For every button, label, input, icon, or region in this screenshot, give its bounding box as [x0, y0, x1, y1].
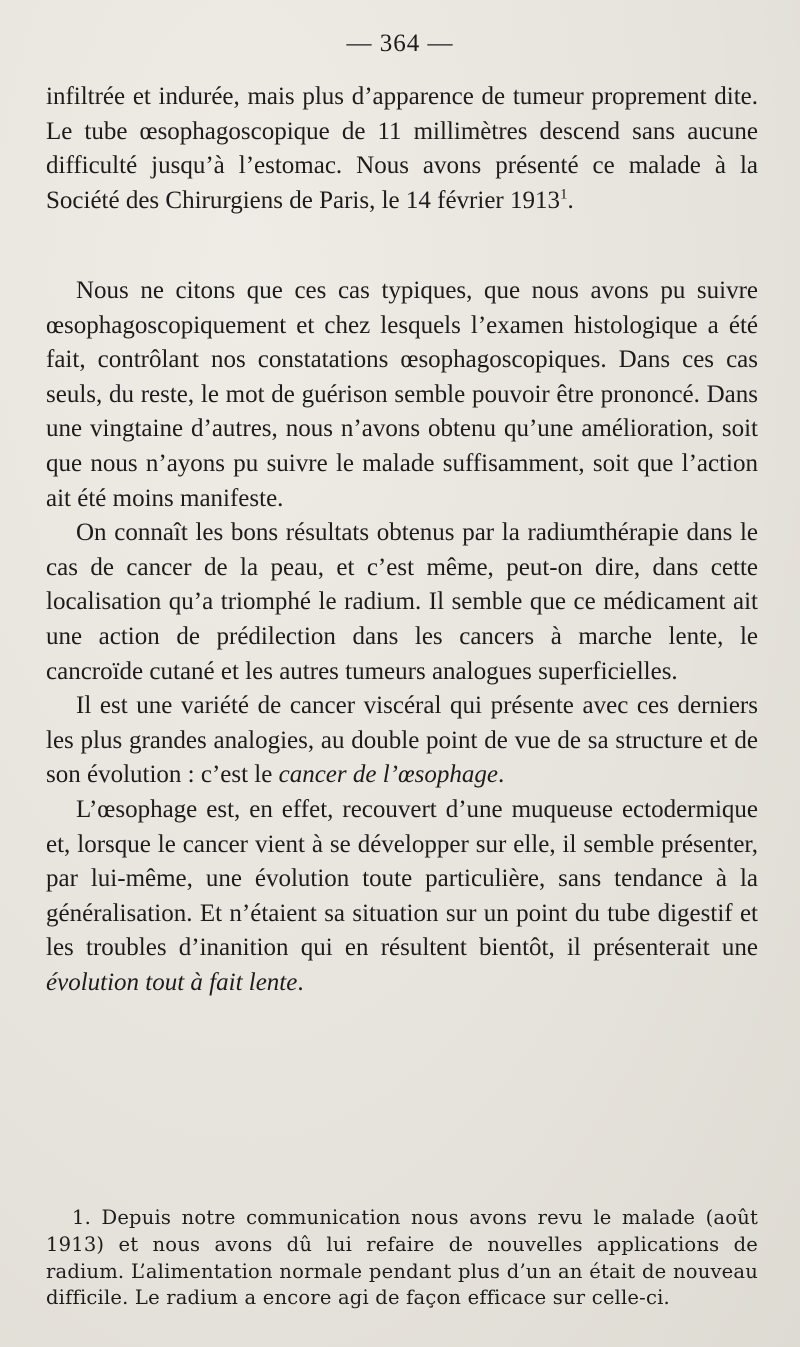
footnote-text: Depuis notre communication nous avons revu le malade (août 1913) et nous avons dû lui refaire de nouvelles applications de radium. L’alimentation normale pendant plus d’un an était de nouveau difficile. Le radium a encore agi de façon efficace sur celle-ci. — [46, 1206, 758, 1310]
footnote — [46, 1205, 758, 1312]
paragraph-radiumtherapy: On connaît les bons résultats obtenus par la radiumthérapie dans le cas de cancer de la peau, et c’est même, peut-on dire, dans cette localisation qu’a triomphé le radium. Il semble que ce médicament ait une action de prédilection dans les cancers à marche lente, le cancroïde cutané et les autres tumeurs analogues superficielles. — [46, 519, 758, 685]
paragraph-end: . — [297, 968, 304, 996]
paragraph-text: Il est une variété de cancer viscéral qui présente avec ces derniers les plus grandes analogies, au double point de vue de sa structure et de son évolution : c’est le — [46, 692, 758, 789]
paragraph-text: L’œsophage est, en effet, recouvert d’une muqueuse ectodermique et, lorsque le cancer vient à se développer sur elle, il semble présenter, par lui-même, une évolution toute particulière, sans tendance à la généralisation. Et n’étaient sa situation sur un point du tube digestif et les troubles d’inanition qui en résultent bientôt, il présenterait une — [46, 795, 758, 962]
continuation-text: infiltrée et indurée, mais plus d’apparence de tumeur proprement dite. Le tube œsophagoscopique de 11 millimètres descend sans aucune difficulté jusqu’à l’estomac. Nous avons présenté ce malade à la Société des Chirurgiens de Paris, le 14 février 1913 — [46, 83, 758, 214]
paragraph-end: . — [497, 761, 505, 789]
footnote-reference: 1 — [560, 186, 568, 203]
page-number: — 364 — — [346, 30, 454, 57]
continuation-end: . — [567, 186, 574, 214]
continuation-block — [46, 80, 758, 218]
main-text-block — [46, 274, 758, 1000]
paragraph-typical-cases: Nous ne citons que ces cas typiques, que nous avons pu suivre œsophagoscopiquement et chez lesquels l’examen histologique a été fait, contrôlant nos constatations œsophagoscopiques. Dans ces cas seuls, du reste, le mot de guérison semble pouvoir être prononcé. Dans une vingtaine d’autres, nous n’avons obtenu qu’une amélioration, soit que nous n’ayons pu suivre le malade suffisamment, soit que l’action ait été moins manifeste. — [46, 277, 758, 512]
emphasis-text: cancer de l’œsophage — [278, 761, 498, 789]
paragraph-visceral-cancer — [46, 689, 758, 793]
paragraph-oesophagus — [46, 793, 758, 1001]
emphasis-text: évolution tout à fait lente — [46, 968, 298, 996]
footnote-number: 1. — [72, 1206, 102, 1229]
footnote-paragraph — [46, 1205, 758, 1312]
continuation-paragraph — [46, 80, 758, 218]
